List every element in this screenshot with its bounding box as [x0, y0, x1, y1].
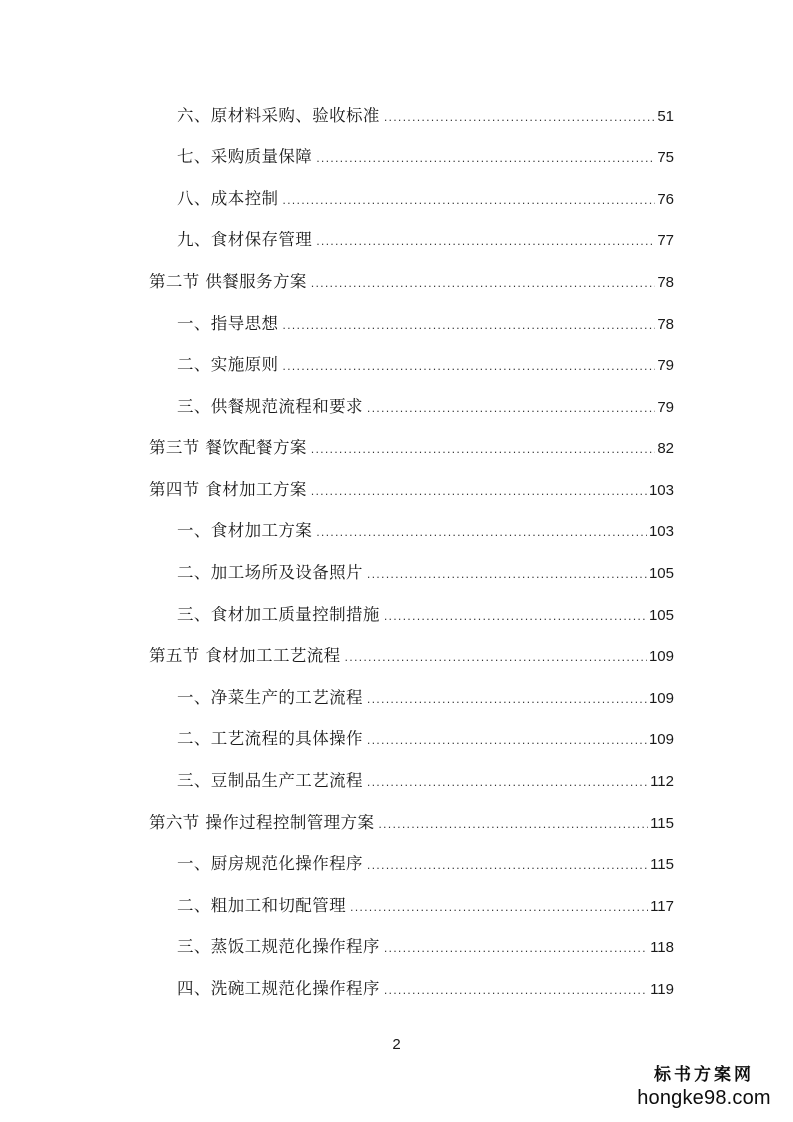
toc-subsection-entry [0, 927, 793, 969]
toc-entry-page-number: 75 [657, 149, 674, 167]
toc-entry-page-number: 103 [648, 523, 674, 541]
toc-dot-leader [316, 527, 647, 538]
toc-entry-title: 三、豆制品生产工艺流程 [177, 771, 363, 791]
toc-entry-page-number: 105 [648, 606, 674, 624]
toc-entry-title: 三、蒸饭工规范化操作程序 [177, 937, 380, 957]
toc-entry-page-number: 51 [657, 107, 674, 125]
toc-dot-leader [384, 112, 656, 123]
toc-subsection-entry [0, 386, 793, 428]
toc-entry-page-number: 115 [650, 856, 674, 874]
toc-entry-page-number: 117 [650, 897, 674, 915]
toc-entry-page-number: 82 [657, 440, 674, 458]
toc-section-entry [0, 261, 793, 303]
toc-entry-content [177, 188, 674, 208]
table-of-contents [0, 95, 793, 1010]
toc-subsection-entry [0, 178, 793, 220]
toc-subsection-entry [0, 719, 793, 761]
toc-subsection-entry [0, 968, 793, 1010]
toc-entry-title: 六、原材料采购、验收标准 [177, 105, 380, 125]
watermark-logo [629, 1060, 779, 1110]
toc-entry-content [177, 856, 674, 873]
toc-dot-leader [384, 611, 647, 622]
toc-entry-content [177, 565, 674, 582]
toc-dot-leader [282, 361, 655, 372]
toc-entry-content [177, 149, 674, 166]
toc-section-entry [0, 469, 793, 511]
toc-entry-title: 四、洗碗工规范化操作程序 [177, 979, 380, 999]
toc-dot-leader [384, 943, 648, 954]
toc-entry-page-number: 119 [650, 981, 674, 999]
toc-dot-leader [367, 569, 647, 580]
toc-entry-title: 一、食材加工方案 [177, 521, 313, 541]
toc-entry-content [149, 271, 674, 291]
page-number: 2 [392, 1036, 401, 1053]
toc-entry-title: 第五节 食材加工工艺流程 [149, 646, 341, 666]
toc-dot-leader [316, 236, 655, 247]
toc-dot-leader [367, 735, 647, 746]
toc-entry-page-number: 105 [648, 565, 674, 583]
toc-entry-content [177, 687, 674, 707]
toc-entry-title: 第四节 食材加工方案 [149, 479, 307, 499]
toc-entry-content [149, 648, 674, 665]
toc-entry-title: 二、加工场所及设备照片 [177, 563, 363, 583]
toc-entry-page-number: 79 [657, 357, 674, 375]
toc-entry-title: 一、指导思想 [177, 313, 279, 333]
toc-entry-content [149, 440, 674, 457]
toc-entry-title: 第三节 餐饮配餐方案 [149, 438, 307, 458]
toc-dot-leader [367, 777, 648, 788]
toc-entry-page-number: 79 [657, 398, 674, 416]
toc-section-entry [0, 428, 793, 470]
toc-entry-page-number: 76 [657, 190, 674, 208]
toc-subsection-entry [0, 137, 793, 179]
toc-subsection-entry [0, 220, 793, 262]
toc-entry-title: 三、供餐规范流程和要求 [177, 396, 363, 416]
toc-dot-leader [367, 403, 655, 414]
toc-entry-page-number: 109 [648, 731, 674, 749]
toc-entry-content [177, 604, 674, 624]
toc-entry-page-number: 78 [657, 315, 674, 333]
toc-subsection-entry [0, 677, 793, 719]
toc-dot-leader [367, 860, 648, 871]
toc-entry-page-number: 115 [650, 814, 674, 832]
toc-entry-content [177, 232, 674, 249]
toc-entry-title: 三、食材加工质量控制措施 [177, 604, 380, 624]
toc-entry-title: 一、厨房规范化操作程序 [177, 854, 363, 874]
toc-entry-page-number: 112 [650, 773, 674, 791]
toc-subsection-entry [0, 303, 793, 345]
toc-entry-title: 一、净菜生产的工艺流程 [177, 687, 363, 707]
toc-entry-content [177, 105, 674, 125]
toc-dot-leader [311, 444, 656, 455]
toc-subsection-entry [0, 95, 793, 137]
toc-entry-content [177, 357, 674, 374]
toc-section-entry [0, 802, 793, 844]
toc-entry-content [177, 773, 674, 790]
toc-entry-content [177, 396, 674, 416]
toc-entry-page-number: 103 [648, 481, 674, 499]
toc-subsection-entry [0, 594, 793, 636]
toc-dot-leader [384, 985, 648, 996]
toc-subsection-entry [0, 885, 793, 927]
toc-section-entry [0, 636, 793, 678]
toc-dot-leader [316, 153, 655, 164]
toc-subsection-entry [0, 511, 793, 553]
toc-dot-leader [345, 652, 647, 663]
toc-entry-title: 二、工艺流程的具体操作 [177, 729, 363, 749]
toc-entry-title: 七、采购质量保障 [177, 147, 313, 167]
toc-entry-title: 九、食材保存管理 [177, 230, 313, 250]
toc-subsection-entry [0, 345, 793, 387]
toc-entry-page-number: 77 [657, 232, 674, 250]
toc-entry-title: 第二节 供餐服务方案 [149, 271, 307, 291]
toc-dot-leader [311, 278, 656, 289]
toc-entry-title: 二、实施原则 [177, 355, 279, 375]
toc-entry-page-number: 118 [650, 939, 674, 957]
toc-entry-content [149, 479, 674, 499]
toc-entry-content [177, 895, 674, 915]
toc-entry-content [149, 812, 674, 832]
toc-entry-content [177, 313, 674, 333]
toc-entry-title: 第六节 操作过程控制管理方案 [149, 812, 375, 832]
toc-entry-page-number: 78 [657, 273, 674, 291]
toc-entry-content [177, 981, 674, 998]
toc-subsection-entry [0, 553, 793, 595]
toc-entry-content [177, 523, 674, 540]
toc-dot-leader [378, 819, 648, 830]
watermark-title: 标书方案网 [654, 1065, 754, 1085]
watermark-url: hongke98.com [637, 1087, 771, 1109]
toc-dot-leader [282, 320, 655, 331]
toc-entry-page-number: 109 [648, 648, 674, 666]
toc-dot-leader [311, 486, 647, 497]
toc-subsection-entry [0, 844, 793, 886]
toc-subsection-entry [0, 761, 793, 803]
toc-dot-leader [367, 694, 647, 705]
toc-entry-title: 二、粗加工和切配管理 [177, 895, 346, 915]
toc-entry-content [177, 939, 674, 956]
toc-dot-leader [282, 195, 655, 206]
toc-entry-content [177, 731, 674, 748]
toc-dot-leader [350, 902, 648, 913]
toc-entry-title: 八、成本控制 [177, 188, 279, 208]
toc-entry-page-number: 109 [648, 689, 674, 707]
